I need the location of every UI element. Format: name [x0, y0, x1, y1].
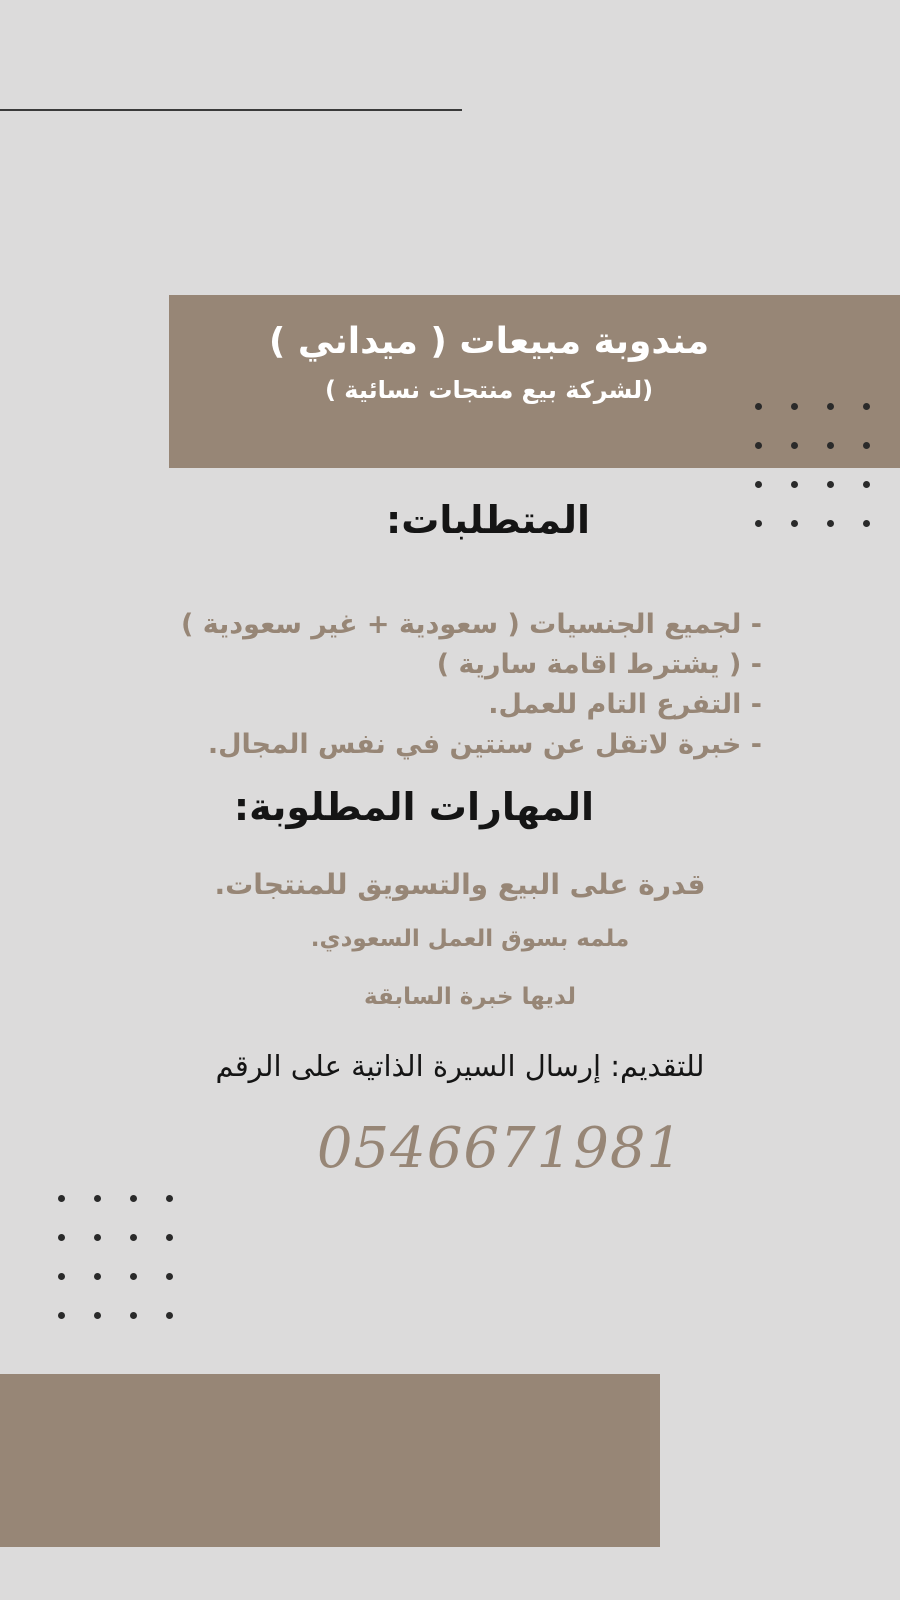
dot — [755, 520, 762, 527]
dot — [94, 1234, 101, 1241]
dot — [166, 1195, 173, 1202]
dot — [58, 1312, 65, 1319]
dot — [58, 1273, 65, 1280]
list-item: - التفرع التام للعمل. — [488, 689, 762, 720]
phone-number: 0546671981 — [316, 1116, 684, 1181]
footer-decorative-block — [0, 1374, 660, 1547]
list-item: - خبرة لاتقل عن سنتين في نفس المجال. — [207, 729, 762, 760]
skills-heading: المهارات المطلوبة: — [233, 785, 594, 829]
apply-instructions: للتقديم: إرسال السيرة الذاتية على الرقم — [215, 1049, 705, 1083]
decorative-dot-grid-top — [755, 403, 871, 527]
dot — [791, 520, 798, 527]
dot — [827, 403, 834, 410]
skill-item: قدرة على البيع والتسويق للمنتجات. — [214, 868, 706, 901]
decorative-dot-grid-bottom — [58, 1195, 174, 1319]
job-subtitle: (لشركة بيع منتجات نسائية ) — [324, 376, 654, 404]
dot — [827, 442, 834, 449]
list-item: - لجميع الجنسيات ( سعودية + غير سعودية ) — [181, 609, 762, 640]
dot — [94, 1273, 101, 1280]
dot — [791, 403, 798, 410]
dot — [863, 442, 870, 449]
dot — [863, 481, 870, 488]
dot — [58, 1195, 65, 1202]
list-item: - ( يشترط اقامة سارية ) — [436, 649, 762, 680]
dot — [755, 442, 762, 449]
job-title: مندوبة مبيعات ( ميداني ) — [268, 321, 710, 362]
dot — [166, 1234, 173, 1241]
top-divider-line — [0, 109, 462, 111]
requirements-list — [102, 605, 762, 765]
dot — [58, 1234, 65, 1241]
dot — [755, 481, 762, 488]
dot — [130, 1312, 137, 1319]
dot — [827, 520, 834, 527]
dot — [130, 1195, 137, 1202]
skill-item: لديها خبرة السابقة — [364, 984, 576, 1010]
dot — [791, 481, 798, 488]
dot — [130, 1234, 137, 1241]
skill-item: ملمه بسوق العمل السعودي. — [310, 926, 630, 952]
dot — [755, 403, 762, 410]
dot — [827, 481, 834, 488]
dot — [863, 403, 870, 410]
dot — [166, 1273, 173, 1280]
dot — [791, 442, 798, 449]
dot — [166, 1312, 173, 1319]
dot — [94, 1195, 101, 1202]
dot — [130, 1273, 137, 1280]
requirements-heading: المتطلبات: — [386, 498, 590, 542]
dot — [863, 520, 870, 527]
dot — [94, 1312, 101, 1319]
